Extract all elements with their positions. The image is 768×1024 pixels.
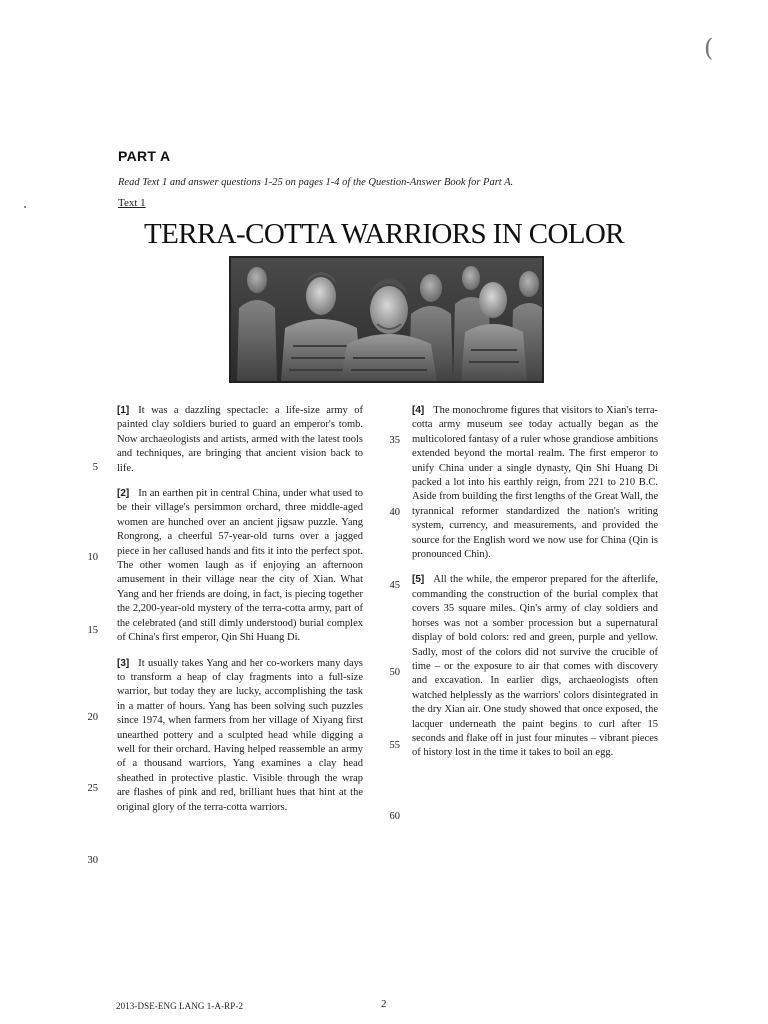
corner-bracket-mark: ( xyxy=(704,34,714,62)
line-number: 25 xyxy=(87,783,98,794)
line-number: 20 xyxy=(87,712,98,723)
paragraph-2 xyxy=(117,487,363,645)
page-number: 2 xyxy=(381,998,387,1010)
line-number: 45 xyxy=(389,580,400,591)
paragraph-number: [2] xyxy=(117,488,130,500)
paragraph-5 xyxy=(412,573,658,760)
paragraph-1 xyxy=(117,404,363,476)
paragraph-number: [4] xyxy=(412,405,425,416)
line-number: 5 xyxy=(92,462,98,473)
paragraph-text: It was a dazzling spectacle: a life-size army of painted clay soldiers buried to guard an emperor's tomb. Now archaeologists and artists, armed with the latest tools and techniques, are bringing that ancient vision back to life. xyxy=(117,405,363,474)
instructions: Read Text 1 and answer questions 1-25 on pages 1-4 of the Question-Answer Book for Part A. xyxy=(118,177,514,188)
article-column-right xyxy=(412,404,658,772)
line-number: 50 xyxy=(389,667,400,678)
line-number: 15 xyxy=(87,625,98,636)
exam-code: 2013-DSE-ENG LANG 1-A-RP-2 xyxy=(116,1001,244,1011)
article-title: TERRA-COTTA WARRIORS IN COLOR xyxy=(143,218,625,250)
paragraph-3 xyxy=(117,657,363,815)
article-column-left xyxy=(117,404,363,826)
paragraph-text: In an earthen pit in central China, under what used to be their village's persimmon orchard, three middle-aged women are hunched over an ancient jigsaw puzzle. Yang Rongrong, a cheerful 57-year-old turns over a jagged piece in her callused hands and fits it into the perfect spot. The other women laugh as if enjoying an afternoon amusement in their village near the city of Xian. What Yang and her friends are doing, in fact, is piecing together the 2,200-year-old mystery of the terra-cotta army, part of the celebrated (and still dimly understood) burial complex of China's first emperor, Qin Shi Huang Di. xyxy=(117,488,363,644)
line-number: 55 xyxy=(389,740,400,751)
paragraph-number: [1] xyxy=(117,405,130,416)
part-heading: PART A xyxy=(118,148,171,164)
line-number: 30 xyxy=(87,855,98,866)
line-number: 35 xyxy=(389,435,400,446)
terra-cotta-warriors-photo xyxy=(229,256,544,383)
scan-speck xyxy=(24,206,26,208)
line-number: 40 xyxy=(389,507,400,518)
paragraph-text: It usually takes Yang and her co-workers many days to transform a heap of clay fragments into a full-size warrior, but today they are lucky, accomplishing the task in a matter of hours. Yang has been solving such puzzles since 1974, when farmers from her village of Xiyang first unearthed pottery and a sculpted head while digging a well for their orchard. Having helped reassemble an army of a thousand warriors, Yang examines a clay head sheathed in protective plastic. Visible through the wrap are flashes of pink and red, brilliant hues that hint at the original glory of the terra-cotta warriors. xyxy=(117,657,363,813)
paragraph-text: The monochrome figures that visitors to Xian's terra-cotta army museum see today actually began as the multicolored fantasy of a ruler whose grandiose ambitions extended beyond the mortal realm. The first emperor to unify China under a single dynasty, Qin Shi Huang Di packed a lot into his earthly reign, from 221 to 210 B.C. Aside from building the first lengths of the Great Wall, the tyrannical reformer standardized the nation's writing system, currency, and measurements, and provided the source for the English word we now use for China (Qin is pronounced Chin). xyxy=(412,405,658,561)
paragraph-number: [5] xyxy=(412,574,425,586)
paragraph-number: [3] xyxy=(117,657,130,669)
text-label: Text 1 xyxy=(118,197,146,209)
line-number: 60 xyxy=(389,811,400,822)
paragraph-text: All the while, the emperor prepared for the afterlife, commanding the construction of the burial complex that covers 35 square miles. Qin's army of clay soldiers and horses was not a somber procession but a supernatural display of bold colors: red and green, purple and yellow. Sadly, most of the colors did not survive the crucible of time – or the exposure to air that comes with discovery and excavation. In earlier digs, archaeologists often watched helplessly as the warriors' colors disintegrated in the dry Xian air. One study showed that once exposed, the lacquer underneath the paint begins to curl after 15 seconds and flake off in just four minutes – vibrant pieces of history lost in the time it takes to boil an egg. xyxy=(412,574,658,759)
line-number: 10 xyxy=(87,552,98,563)
paragraph-4 xyxy=(412,404,658,562)
